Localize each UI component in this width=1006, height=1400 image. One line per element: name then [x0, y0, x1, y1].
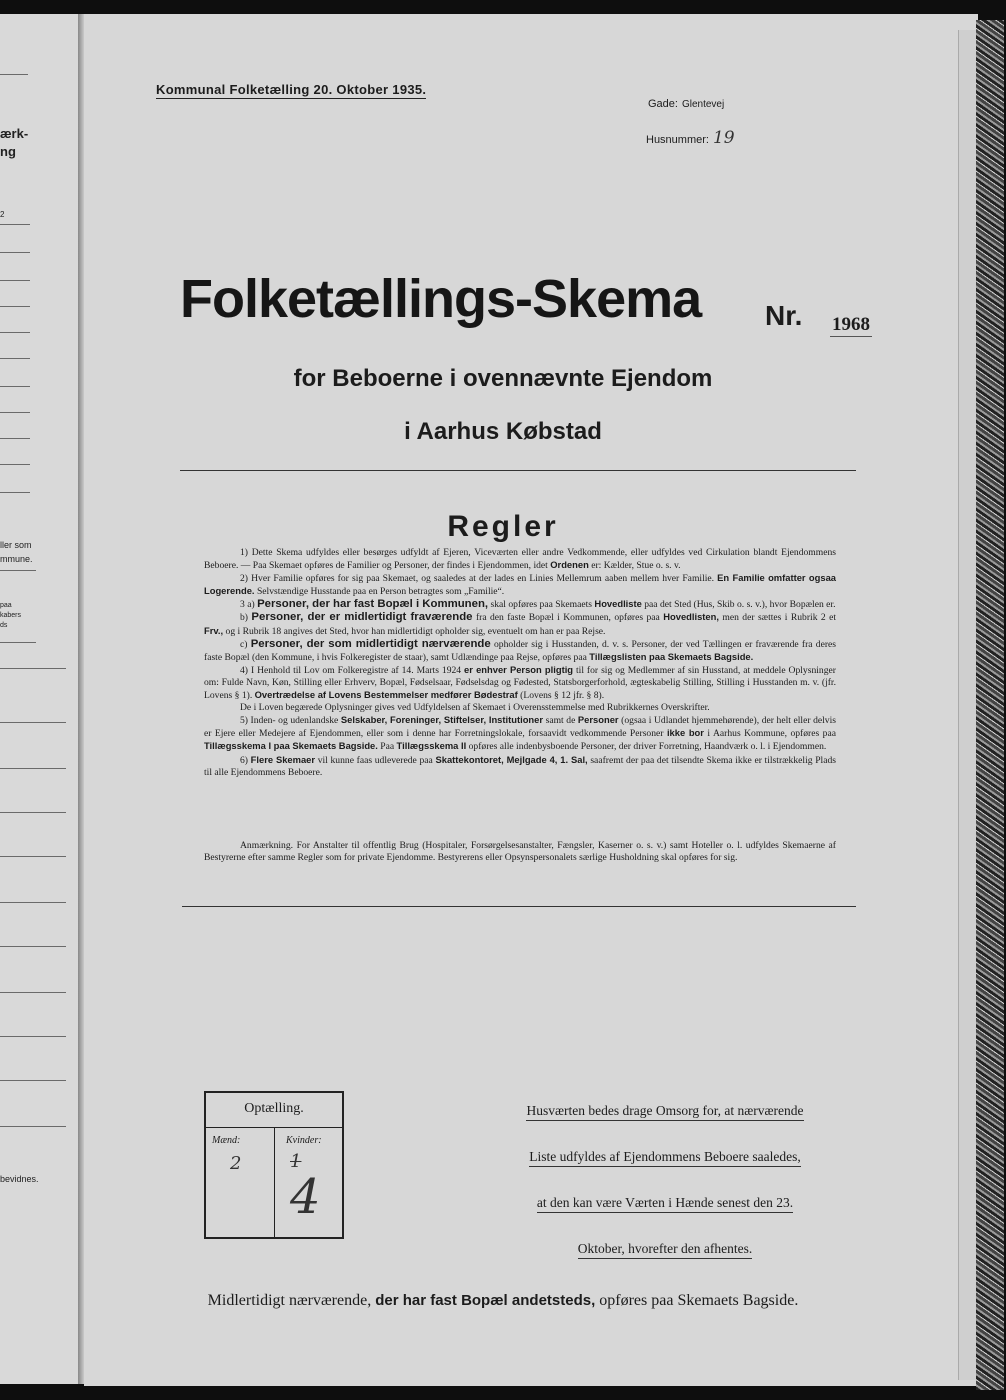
rule-5: 5) Inden- og udenlandske Selskaber, Foreninger, Stiftelser, Institutioner samt de Personer (ogsaa i Udlandet hjemmehørende), der helt eller delvis er Ejere eller Medejere af Ejendommen, eller som i denne har Forretningslokale, forsaavidt vedkommende Personer ikke bor i Aarhus Kommune, opføres paa Tillægsskema I paa Skemaets Bagside. Paa Tillægsskema II opføres alle indenbysboende Personer, der driver Forretning, Haandværk o. l. i Ejendommen.: [204, 714, 837, 753]
left-page-fragment: ller som: [0, 540, 32, 550]
house-number-value: 19: [712, 128, 735, 148]
men-label: Mænd:: [212, 1135, 241, 1146]
form-subtitle-city: i Aarhus Købstad: [404, 418, 602, 445]
left-page-rule: [0, 946, 66, 947]
women-count: 4: [290, 1169, 321, 1225]
remark: [204, 840, 836, 864]
form-title: Folketællings-Skema: [180, 269, 702, 329]
street-label: Gade:: [648, 98, 678, 110]
left-page-rule: [0, 252, 30, 253]
left-page-fragment: paa: [0, 602, 12, 609]
left-page-fragment: kabers: [0, 612, 22, 619]
left-page-rule: [0, 668, 66, 669]
remark-label: Anmærkning.: [240, 840, 294, 851]
form-number-label: Nr.: [765, 300, 803, 331]
notice-line: at den kan være Værten i Hænde senest den 23.: [537, 1194, 793, 1213]
count-title: Optælling.: [244, 1101, 304, 1116]
left-page-rule: [0, 358, 30, 359]
left-page-rule: [0, 1080, 66, 1081]
left-page-rule: [0, 74, 28, 75]
left-page-fragment: ds: [0, 622, 8, 629]
left-page-rule: [0, 224, 30, 225]
left-page-rule: [0, 464, 30, 465]
rules-text: [204, 547, 836, 779]
left-page-rule: [0, 1126, 66, 1127]
rules-heading: Regler: [447, 510, 559, 543]
remark-divider: [182, 906, 856, 907]
left-page-rule: [0, 332, 30, 333]
form-number: 1968: [832, 314, 870, 335]
rule-4: 4) I Henhold til Lov om Folkeregistre af 14. Marts 1924 er enhver Person pligtig til for sig og Medlemmer af sin Husstand, at meddele Oplysninger om: Fulde Navn, Køn, Stilling eller Erhverv, Bopæl, Fødselsaar, Fødselsdag og Fødested, Statsborgerforhold, ægteskabelig Stilling, Stilling i Husstanden m. v. (jfr. Lovens § 1). Overtrædelse af Lovens Bestemmelser medfører Bødestraf (Lovens § 12 jfr. § 8).: [204, 663, 836, 702]
left-page-rule: [0, 306, 30, 307]
landlord-notice: [500, 1093, 830, 1277]
left-page-rule: [0, 642, 36, 643]
house-number-field: [646, 128, 735, 148]
title-divider: [180, 470, 856, 471]
left-page-rule: [0, 412, 30, 413]
rule-4b: De i Loven begærede Oplysninger gives ved Udfyldelsen af Skemaet i Overensstemmelse med Rubrikkernes Overskrifter.: [240, 702, 710, 714]
left-page-rule: [0, 902, 66, 903]
left-page-rule: [0, 768, 66, 769]
rule-6: 6) Flere Skemaer vil kunne faas udleverede paa Skattekontoret, Mejlgade 4, 1. Sal, saafremt der paa det tilsendte Skema ikke er tilstrækkelig Plads til alle Ejendommens Beboere.: [204, 753, 836, 778]
census-title: Kommunal Folketælling 20. Oktober 1935.: [156, 82, 427, 97]
notice-line: Liste udfyldes af Ejendommens Beboere saaledes,: [529, 1148, 800, 1167]
footer-note: Midlertidigt nærværende, der har fast Bopæl andetsteds, opføres paa Skemaets Bagside.: [207, 1292, 799, 1309]
left-page-fragment: bevidnes.: [0, 1174, 39, 1184]
rule-3c: c) Personer, der som midlertidigt nærværende opholder sig i Husstanden, d. v. s. Personer, der ved Tællingen er fraværende fra deres faste Bopæl (den Kommune, i hvis Folkeregister de staar), samt Udlændinge paa Rejse, opføres paa Tillægslisten paa Skemaets Bagside.: [204, 637, 837, 663]
marbled-cover-edge: [976, 20, 1004, 1390]
women-label: Kvinder:: [286, 1135, 322, 1146]
women-count-crossed: 1: [290, 1151, 302, 1172]
left-page-fragment: ng: [0, 144, 16, 159]
rule-3b: b) Personer, der er midlertidigt fraværende fra den faste Bopæl i Kommunen, opføres paa Hovedlisten, men der sættes i Rubrik 2 et Frv., og i Rubrik 18 angives det Sted, hvor han midlertidigt opholder sig, eventuelt om han er paa Rejse.: [204, 611, 837, 637]
left-page-rule: [0, 812, 66, 813]
left-page-edge: [0, 14, 81, 1384]
street-value: Glentevej: [681, 99, 725, 110]
house-number-label: Husnummer:: [646, 134, 709, 146]
page-edge: [958, 30, 977, 1380]
street-field: [648, 94, 724, 112]
left-page-fragment: ærk-: [0, 126, 29, 141]
left-page-rule: [0, 570, 36, 571]
count-box-divider: [274, 1127, 275, 1237]
left-page-fragment: mmune.: [0, 554, 33, 564]
left-page-fragment: 2: [0, 210, 5, 219]
left-page-rule: [0, 722, 66, 723]
left-page-rule: [0, 856, 66, 857]
remark-text: For Anstalter til offentlig Brug (Hospitaler, Forsørgelsesanstalter, Fængsler, Kaserner o. s. v.) samt Hoteller o. l. udfyldes Skemaerne af Bestyrerne efter samme Regler som for private Ejendomme. Bestyrerens eller Opsynspersonalets særlige Husholdning skal opføres for sig.: [204, 840, 836, 864]
left-page-rule: [0, 280, 30, 281]
left-page-rule: [0, 492, 30, 493]
rule-2: 2) Hver Familie opføres for sig paa Skemaet, og saaledes at der lades en Linies Mellemrum aaben mellem hver Familie. En Familie omfatter ogsaa Logerende. Selvstændige Husstande paa en Person betragtes som „Familie“.: [204, 572, 836, 598]
rule-1: 1) Dette Skema udfyldes eller besørges udfyldt af Ejeren, Viceværten eller andre Vedkommende, eller udfyldes ved Cirkulation blandt Ejendommens Beboere. — Paa Skemaet opføres de Familier og Personer, der findes i Ejendommen, idet Ordenen er: Kælder, Stue o. s. v.: [204, 547, 836, 572]
men-count: 2: [230, 1153, 242, 1174]
left-page-rule: [0, 1036, 66, 1037]
count-box: [204, 1091, 344, 1239]
notice-line: Oktober, hvorefter den afhentes.: [578, 1240, 753, 1259]
notice-line: Husværten bedes drage Omsorg for, at nærværende: [526, 1102, 803, 1121]
form-subtitle: for Beboerne i ovennævnte Ejendom: [293, 365, 713, 392]
rule-3a: 3 a) Personer, der har fast Bopæl i Kommunen, skal opføres paa Skemaets Hovedliste paa det Sted (Hus, Skib o. s. v.), hvor Bopælen er.: [240, 598, 836, 611]
left-page-rule: [0, 992, 66, 993]
